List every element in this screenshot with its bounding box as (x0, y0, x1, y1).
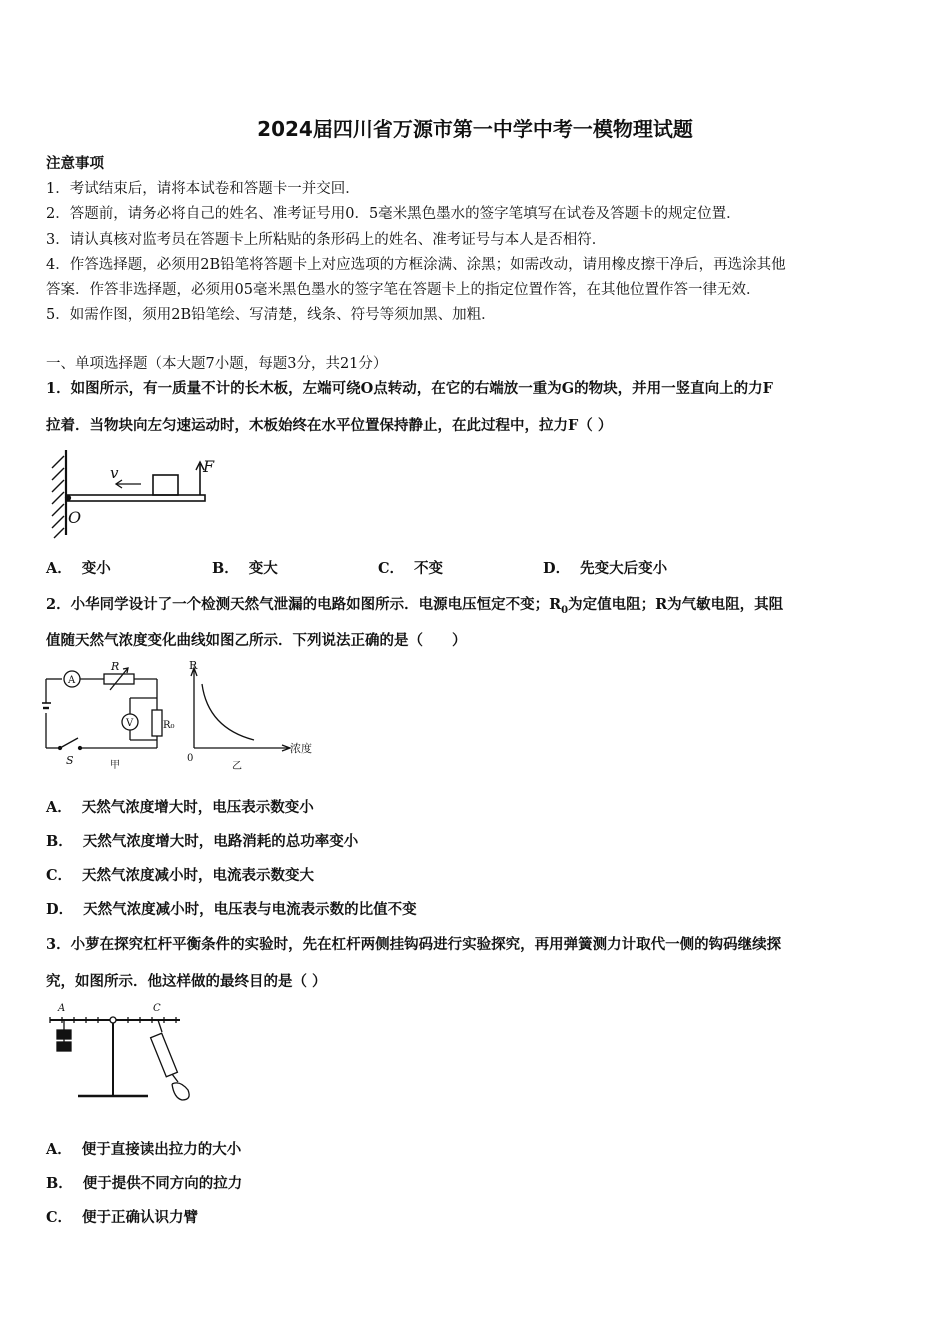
question-text: 究，如图所示．他这样做的最终目的是（ ） (46, 973, 327, 990)
option-label: C． (378, 560, 405, 577)
graph-y-axis-label: R (189, 660, 198, 672)
option-label: A． (46, 1141, 72, 1158)
resistor-r0-label: R₀ (163, 720, 175, 731)
q2-circuit-figure (42, 658, 182, 770)
option-b[interactable] (46, 830, 358, 851)
figure-yi-caption: 乙 (232, 761, 242, 772)
option-a[interactable] (46, 1138, 241, 1159)
notice-item: 5．如需作图，须用2B铅笔绘、写清楚，线条、符号等须加黑、加粗． (46, 307, 496, 323)
notice-item: 1．考试结束后，请将本试卷和答题卡一并交回． (46, 181, 360, 197)
option-text: 变小 (81, 560, 111, 577)
notice-item: 2．答题前，请务必将自己的姓名、准考证号用0．5毫米黑色墨水的签字笔填写在试卷及答题卡的规定位置． (46, 206, 741, 222)
option-text: 便于直接读出拉力的大小 (81, 1141, 242, 1158)
option-a[interactable] (46, 557, 111, 578)
option-label: C． (46, 867, 73, 884)
option-label: A． (46, 799, 72, 816)
option-label: D． (543, 560, 571, 577)
q2-resistance-graph (186, 660, 326, 772)
q3-lever-figure (46, 1000, 218, 1110)
option-text: 不变 (414, 560, 444, 577)
notice-item: 4．作答选择题，必须用2B铅笔将答题卡上对应选项的方框涂满、涂黑；如需改动，请用橡皮擦干净后，再选涂其他 (46, 257, 786, 273)
question-text: 1．如图所示，有一质量不计的长木板，左端可绕O点转动，在它的右端放一重为G的物块，并用一竖直向上的力F (46, 380, 773, 397)
point-c-label: C (153, 1003, 161, 1014)
option-text: 便于正确认识力臂 (82, 1209, 199, 1226)
option-label: A． (46, 560, 72, 577)
option-text: 天然气浓度增大时，电路消耗的总功率变小 (82, 833, 359, 850)
switch-label: S (66, 754, 74, 767)
figure-jia-caption: 甲 (110, 760, 120, 770)
ammeter-label: A (68, 675, 76, 686)
option-a[interactable] (46, 796, 314, 817)
point-a-label: A (58, 1003, 66, 1014)
resistor-r-label: R (111, 660, 120, 673)
option-d[interactable] (46, 898, 417, 919)
section-heading: 一、单项选择题（本大题7小题，每题3分，共21分） (46, 356, 388, 372)
force-label: F (203, 457, 215, 476)
option-label: B． (212, 560, 239, 577)
option-text: 便于提供不同方向的拉力 (82, 1175, 243, 1192)
option-d[interactable] (543, 557, 667, 578)
question-text: 2．小华同学设计了一个检测天然气泄漏的电路如图所示．电源电压恒定不变；$R_0$为定值电阻；R为气敏电阻，其阻 (46, 596, 784, 616)
page-title: 2024届四川省万源市第一中学中考一模物理试题 (257, 117, 693, 141)
graph-x-axis-label: 浓度 (290, 742, 312, 755)
option-c[interactable] (378, 557, 443, 578)
option-c[interactable] (46, 1206, 198, 1227)
option-text: 变大 (248, 560, 278, 577)
pivot-label: O (68, 508, 82, 527)
graph-origin-label: 0 (187, 753, 194, 764)
question-text: 3．小萝在探究杠杆平衡条件的实验时，先在杠杆两侧挂钩码进行实验探究，再用弹簧测力计取代一侧的钩码继续探 (46, 936, 782, 953)
velocity-label: v (110, 464, 119, 482)
option-label: D． (46, 901, 74, 918)
option-text: 天然气浓度减小时，电压表与电流表示数的比值不变 (83, 901, 417, 918)
notice-heading: 注意事项 (46, 155, 104, 172)
option-text: 天然气浓度减小时，电流表示数变大 (82, 867, 315, 884)
notice-item: 答案．作答非选择题，必须用05毫米黑色墨水的签字笔在答题卡上的指定位置作答，在其他位置作答一律无效． (46, 282, 761, 298)
option-b[interactable] (46, 1172, 242, 1193)
option-text: 先变大后变小 (580, 560, 668, 577)
option-text: 天然气浓度增大时，电压表示数变小 (81, 799, 314, 816)
option-label: C． (46, 1209, 73, 1226)
question-text: 拉着．当物块向左匀速运动时，木板始终在水平位置保持静止，在此过程中，拉力F（ ） (46, 417, 613, 434)
option-label: B． (46, 833, 73, 850)
option-label: B． (46, 1175, 73, 1192)
q1-lever-figure (46, 450, 226, 540)
voltmeter-label: V (126, 718, 134, 729)
option-c[interactable] (46, 864, 314, 885)
notice-item: 3．请认真核对监考员在答题卡上所粘贴的条形码上的姓名、准考证号与本人是否相符． (46, 232, 607, 248)
question-text: 值随天然气浓度变化曲线如图乙所示．下列说法正确的是（ ） (46, 632, 467, 649)
option-b[interactable] (212, 557, 278, 578)
